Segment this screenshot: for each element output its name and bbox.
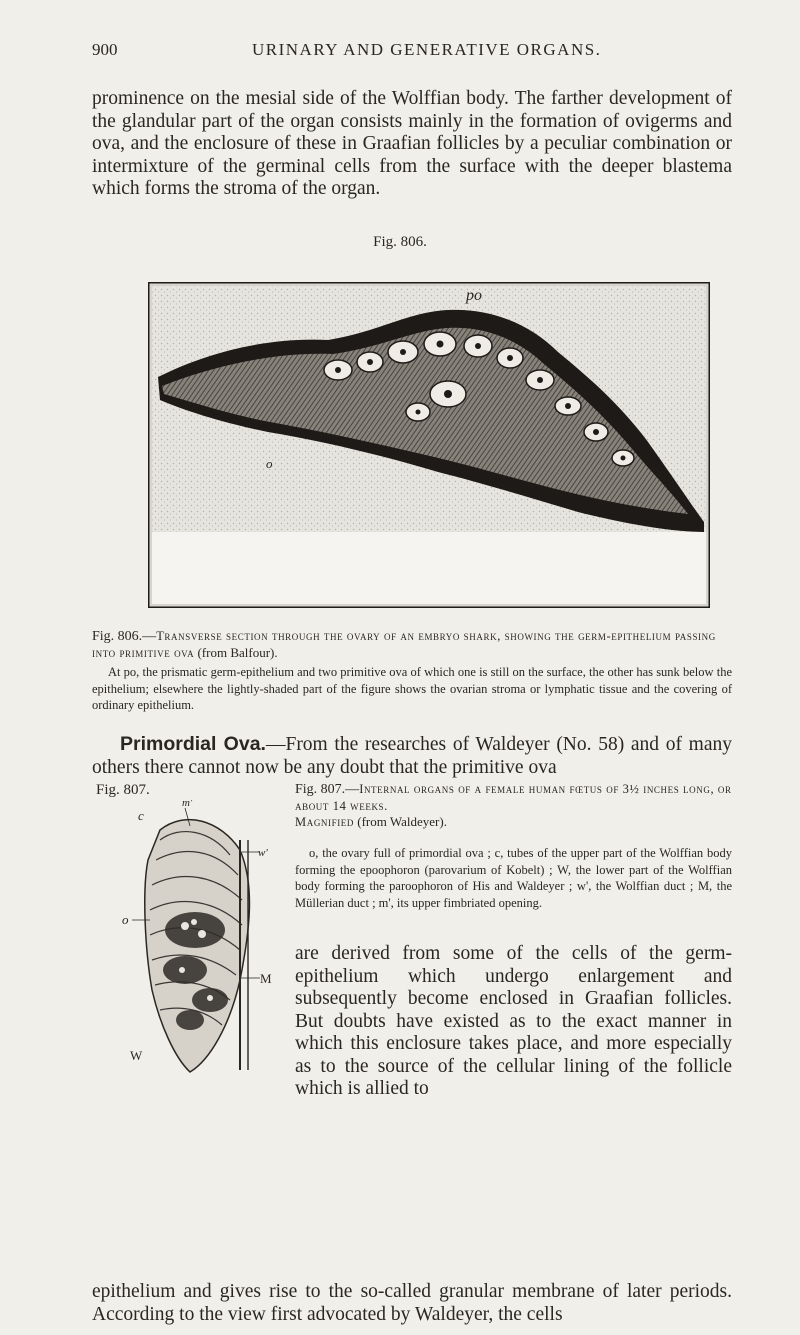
fig-806-illustration [148, 282, 710, 608]
fetal-internal-organs-drawing [90, 800, 275, 1080]
fig-806-caption-title: Transverse section through the ovary of an embryo shark, showing the germ-epithelium passing into primitive ova [92, 629, 716, 660]
fig-807-label-W: W [130, 1048, 143, 1063]
fig-807-caption-title: Internal organs of a female human fœtus of 3½ inches long, or about 14 weeks. [295, 782, 732, 813]
fig-807-label-o: o [122, 912, 129, 927]
fig-807-label-w-prime: w' [258, 847, 268, 859]
primordial-ova-paragraph [92, 733, 732, 779]
fig-806-label: Fig. 806. [373, 234, 427, 250]
fig-807-caption-magnified: Magnified [295, 815, 355, 829]
section-lead-text: —From the researches of Waldeyer (No. 58) and of many others there cannot now be any doubt that the primitive ova [92, 734, 733, 778]
fig-807-illustration [90, 800, 275, 1080]
closing-text: epithelium and gives rise to the so-called granular membrane of later periods. According to the view first advocated by Waldeyer, the cells [92, 1281, 732, 1325]
fig-807-label-m-prime: m' [182, 800, 193, 809]
fig-807-caption-source: (from Waldeyer). [354, 814, 447, 829]
fig-807-label: Fig. 807. [96, 782, 150, 798]
shark-ovary-section-drawing [148, 282, 710, 608]
fig-806-caption [92, 628, 732, 661]
fig-806-caption-number: Fig. 806.— [92, 629, 157, 644]
fig-806-o-marker: o [266, 456, 273, 471]
intro-paragraph: prominence on the mesial side of the Wolffian body. The farther development of the glandular part of the organ consists mainly in the formation of ovigerms and ova, and the enclosure of these in Graafian follicles by a peculiar combination or intermixture of the germinal cells from the surface with the deeper blastema which forms the stroma of the organ. [92, 88, 732, 199]
fig-807-caption-number: Fig. 807.— [295, 782, 360, 797]
fig-806-description: At po, the prismatic germ-epithelium and two primitive ova of which one is still on the surface, the other has sunk below the epithelium; elsewhere the lightly-shaded part of the figure shows the ovarian stroma or lymphatic tissue and the covering of ordinary epithelium. [92, 665, 732, 712]
fig-807-description: o, the ovary full of primordial ova ; c, tubes of the upper part of the Wolffian body forming the epoophoron (parovarium of Kobelt) ; W, the lower part of the Wolffian body forming the paroophoron of His and Waldeyer ; w', the Wolffian duct ; M, the Müllerian duct ; m', its upper fimbriated opening. [295, 846, 732, 910]
fig-807-label-M: M [260, 971, 272, 986]
fig-807-label-c: c [138, 808, 144, 823]
page-number: 900 [92, 40, 118, 59]
section-heading: Primordial Ova. [120, 733, 266, 755]
fig-806-po-marker: po [466, 287, 482, 304]
right-column-text: are derived from some of the cells of the germ-epithelium which undergo enlargement and subsequently become enclosed in Graafian follicles. But doubts have existed as to the exact manner in which this enclosure takes place, and more especially as to the source of the cellular lining of the follicle which is allied to [295, 943, 732, 1099]
running-head: URINARY AND GENERATIVE ORGANS. [252, 40, 602, 59]
fig-806-caption-source: (from Balfour). [194, 645, 278, 660]
page-header [92, 40, 732, 70]
fig-807-caption [295, 781, 732, 830]
